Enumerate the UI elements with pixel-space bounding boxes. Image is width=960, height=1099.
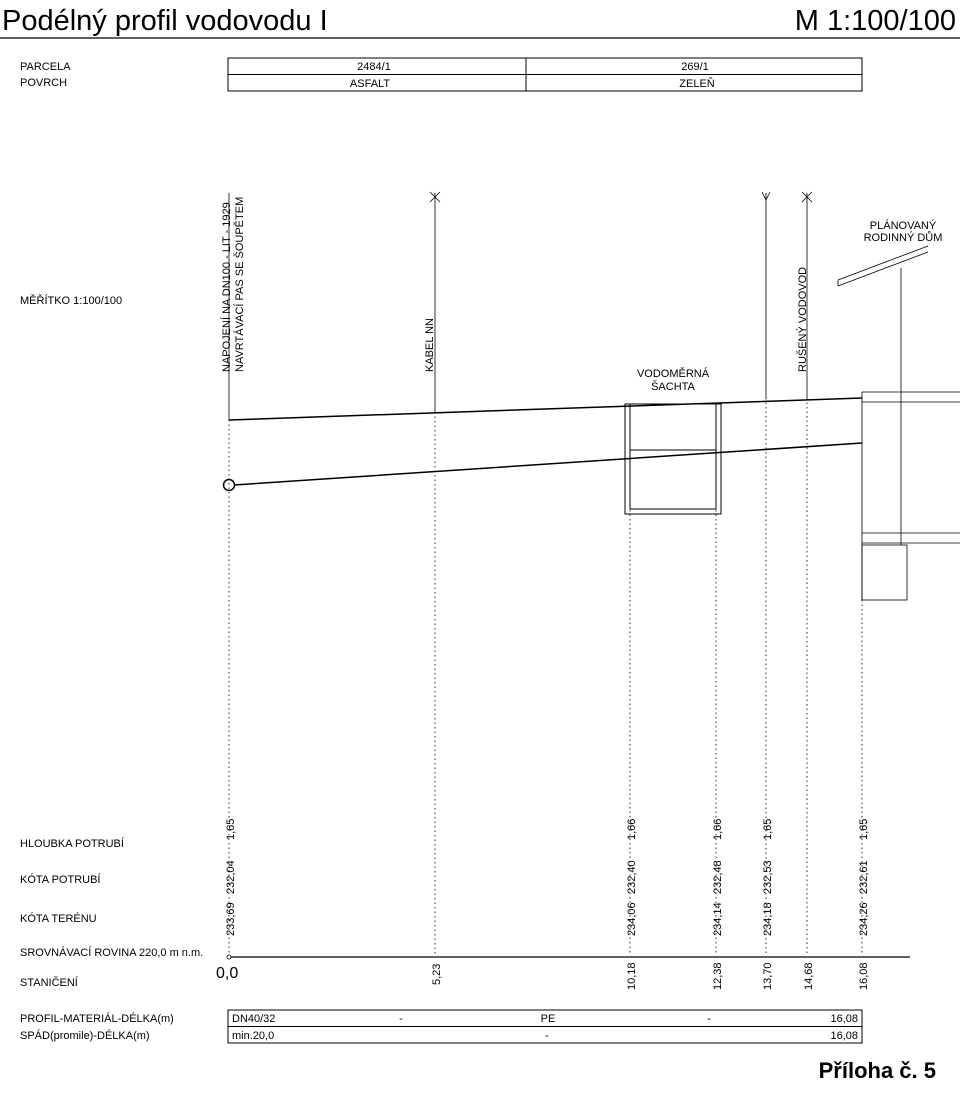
station-3: 12,38	[712, 962, 724, 990]
povrch-value-1: ASFALT	[349, 78, 391, 90]
water-meter-shaft	[625, 404, 721, 514]
connection-label-1: NAPOJENÍ NA DN100 - LIT - 1929	[221, 202, 233, 372]
reference-plane-origin	[227, 955, 231, 959]
parcela-value-2: 269/1	[681, 61, 709, 73]
station-6: 16,08	[858, 962, 870, 990]
spad-value-length: 16,08	[830, 1030, 858, 1042]
kota-terenu-3: 234,14	[712, 902, 724, 936]
profil-value-sep-2: -	[707, 1013, 711, 1025]
spad-value-sep: -	[545, 1030, 549, 1042]
cable-nn-marker	[430, 192, 440, 412]
terrain-line	[229, 398, 862, 420]
hloubka-6: 1,65	[858, 818, 870, 840]
station-2: 10,18	[626, 962, 638, 990]
kota-potrubi-3: 232,48	[712, 860, 724, 894]
kota-potrubi-2: 232,40	[626, 860, 638, 894]
kota-terenu-4: 234,18	[762, 902, 774, 936]
station-4: 13,70	[762, 962, 774, 990]
row-label-staniceni: STANIČENÍ	[20, 977, 78, 989]
shaft-label-2: ŠACHTA	[651, 381, 695, 393]
kota-potrubi-6: 232,61	[858, 860, 870, 894]
drawing-title: Podélný profil vodovodu I	[2, 5, 328, 37]
abandoned-pipe-label: RUŠENÝ VODOVOD	[797, 266, 809, 372]
row-label-kota-terenu: KÓTA TERÉNU	[20, 913, 97, 925]
kota-potrubi-4: 232,53	[762, 860, 774, 894]
house-label-1: PLÁNOVANÝ	[869, 220, 937, 232]
profil-value-sep-1: -	[399, 1013, 403, 1025]
povrch-label: POVRCH	[20, 77, 68, 89]
profil-value-dn: DN40/32	[232, 1013, 276, 1025]
row-label-srovnavaci: SROVNÁVACÍ ROVINA 220,0 m n.m.	[20, 947, 204, 959]
parcela-value-1: 2484/1	[357, 61, 391, 73]
row-label-kota-potrubi: KÓTA POTRUBÍ	[20, 874, 101, 886]
spad-label: SPÁD(promile)-DÉLKA(m)	[20, 1030, 150, 1042]
hloubka-2: 1,66	[626, 818, 638, 840]
povrch-value-2: ZELEŇ	[679, 78, 715, 90]
row-label-hloubka: HLOUBKA POTRUBÍ	[20, 838, 124, 850]
connection-label-2: NAVRTÁVACÍ PAS SE ŠOUPĚTEM	[234, 196, 246, 372]
parcel-table	[228, 58, 862, 91]
kota-terenu-0: 233,69	[225, 902, 237, 936]
hloubka-0: 1,65	[225, 818, 237, 840]
pipe-line	[234, 443, 862, 485]
kota-potrubi-0: 232,04	[225, 860, 237, 894]
house-label-2: RODINNÝ DŮM	[863, 232, 943, 244]
station-5: 14,68	[803, 962, 815, 990]
existing-line-marker	[762, 192, 770, 398]
hloubka-3: 1,66	[712, 818, 724, 840]
station-1: 5,23	[431, 963, 443, 985]
annex-label: Příloha č. 5	[818, 1058, 936, 1083]
kota-terenu-2: 234,06	[626, 902, 638, 936]
profil-value-length: 16,08	[830, 1013, 858, 1025]
hloubka-4: 1,65	[762, 818, 774, 840]
shaft-label-1: VODOMĚRNÁ	[636, 368, 710, 380]
profil-label: PROFIL-MATERIÁL-DÉLKA(m)	[20, 1013, 174, 1025]
scale-header: M 1:100/100	[794, 5, 956, 37]
kota-terenu-6: 234,26	[858, 902, 870, 936]
spad-value-slope: min.20,0	[232, 1030, 275, 1042]
cable-nn-label: KABEL NN	[424, 317, 436, 372]
parcela-label: PARCELA	[20, 61, 71, 73]
profile-scale-label: MĚŘÍTKO 1:100/100	[20, 295, 123, 307]
station-0: 0,0	[216, 965, 239, 982]
planned-house	[838, 246, 960, 600]
profil-value-material: PE	[540, 1013, 556, 1025]
